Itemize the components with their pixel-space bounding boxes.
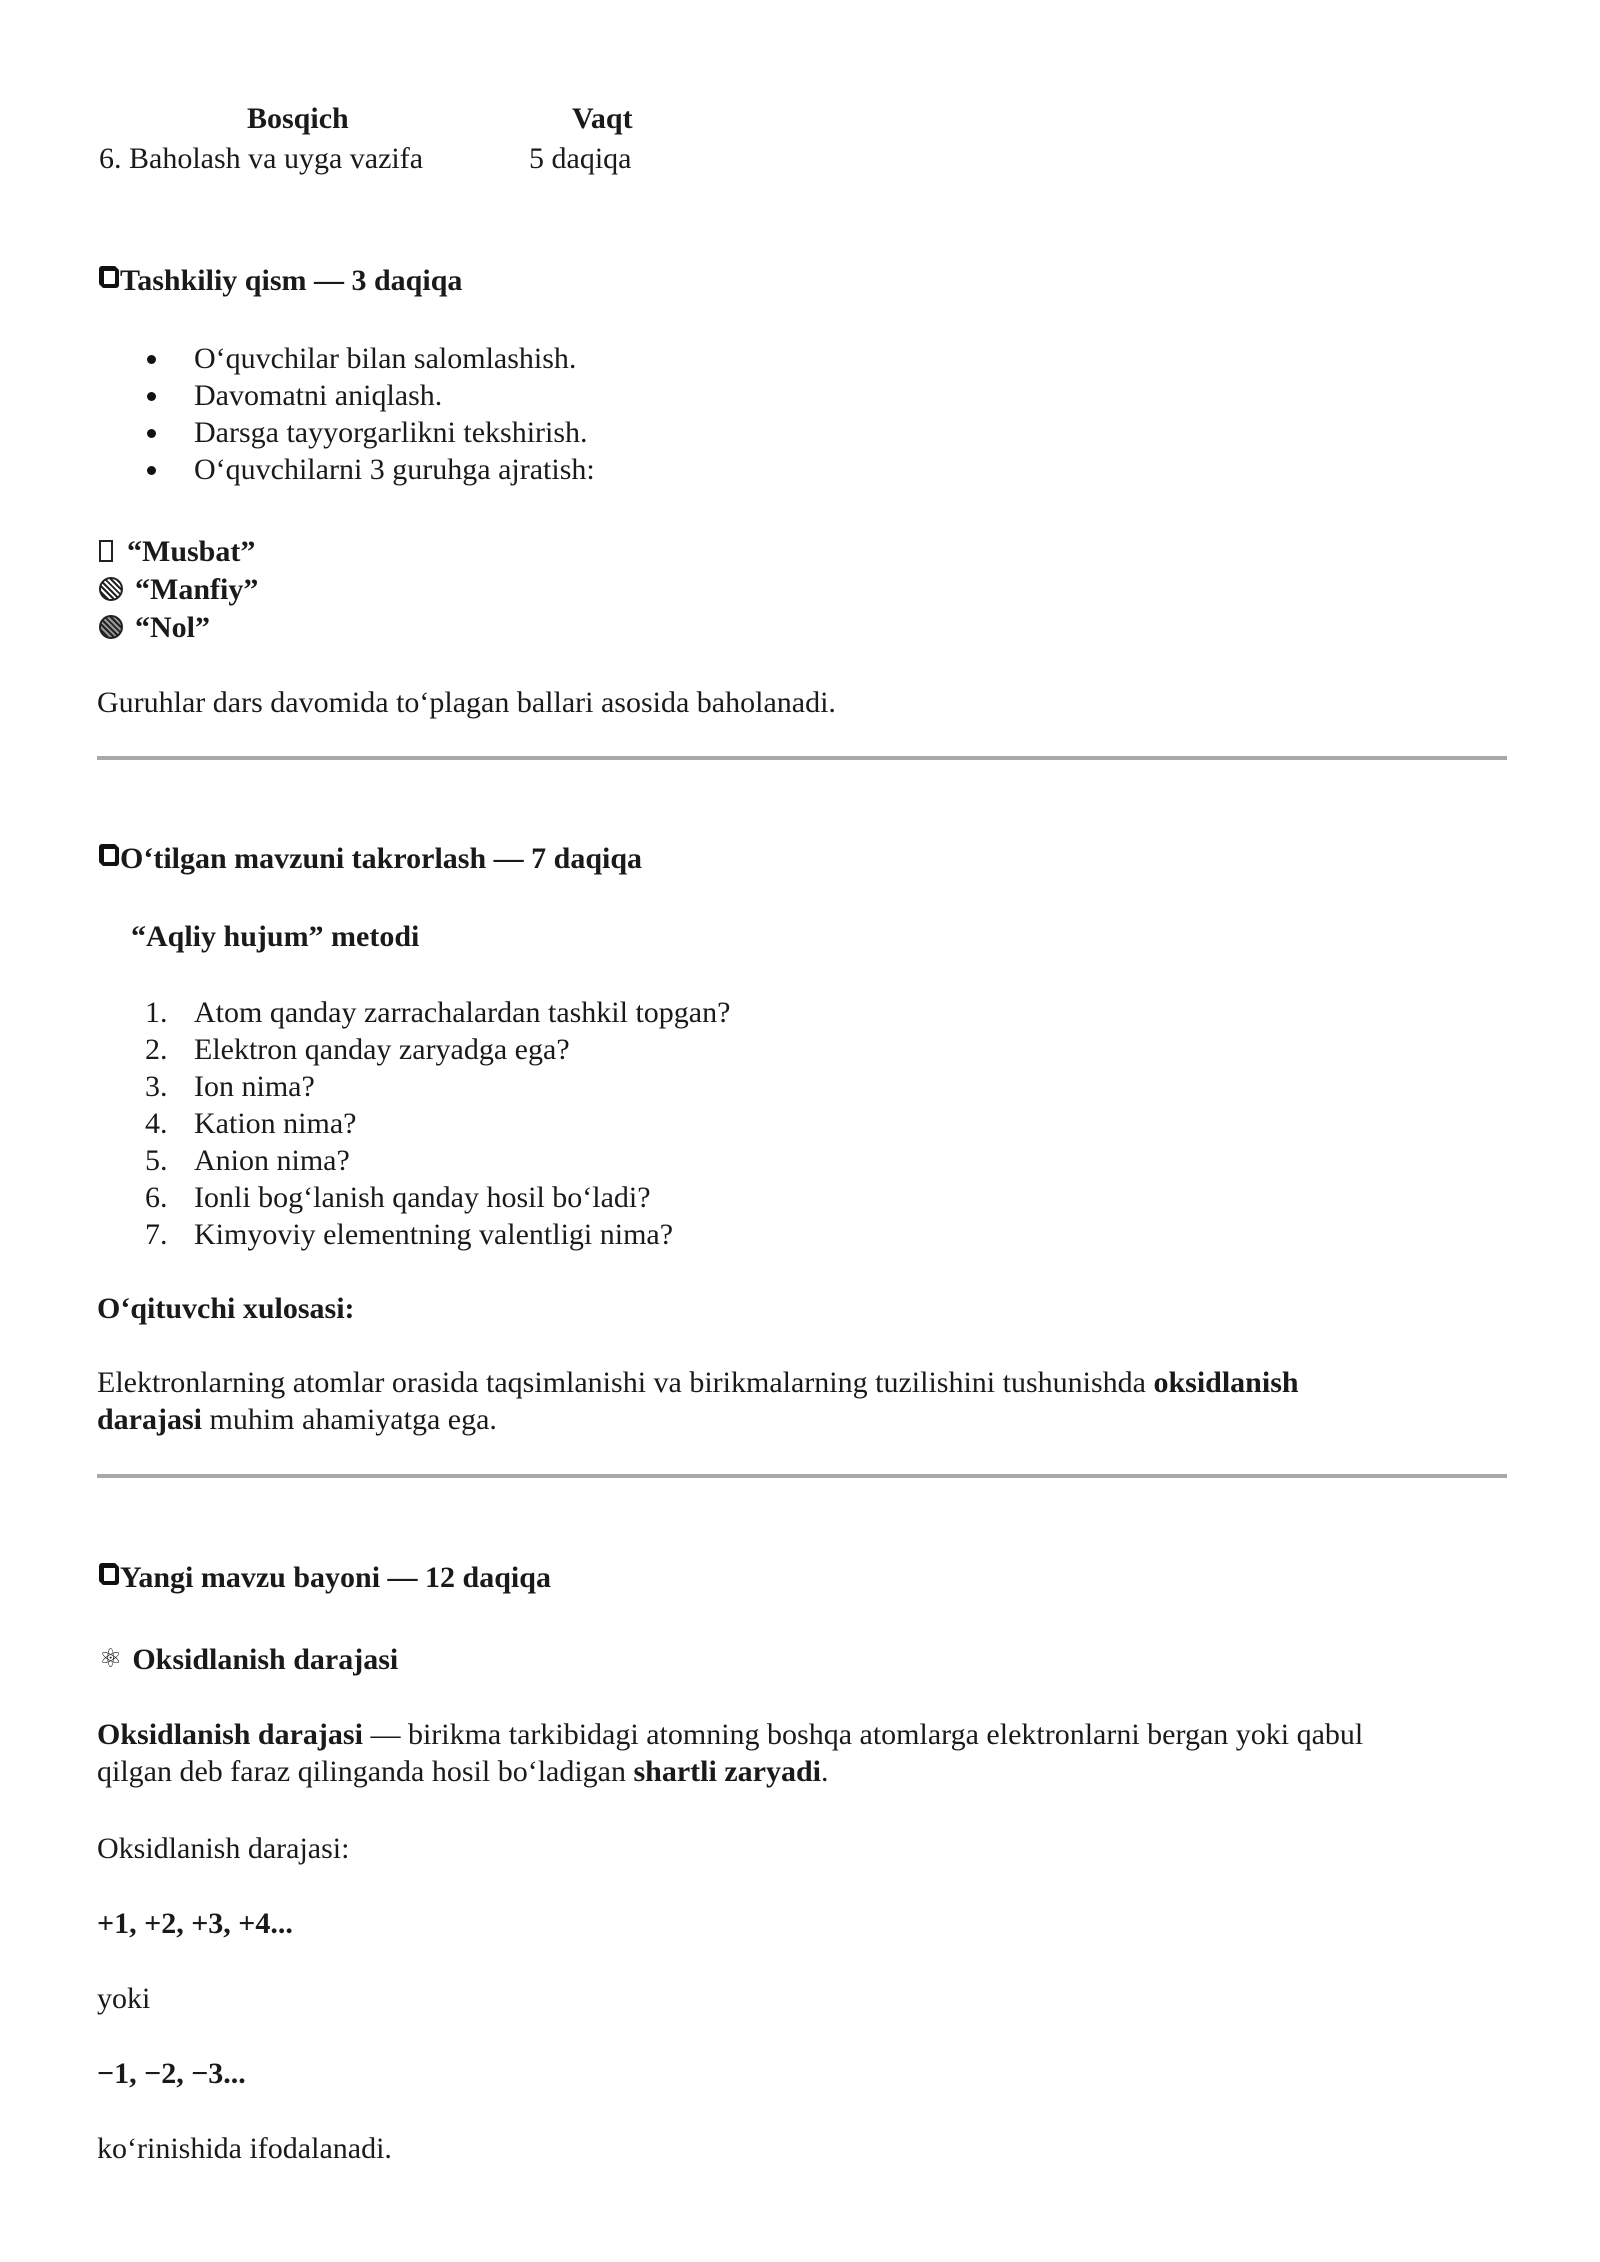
list-item: O‘quvchilar bilan salomlashish. xyxy=(97,340,1097,377)
section-1-bullet-list xyxy=(97,340,1097,488)
section-3-heading xyxy=(99,1559,551,1596)
conclusion-label: O‘qituvchi xulosasi: xyxy=(97,1292,355,1325)
section-1-heading xyxy=(99,262,462,299)
keycap-number-icon xyxy=(99,844,125,870)
or-text: yoki xyxy=(97,1982,151,2015)
section-1-title: Tashkiliy qism — 3 daqiqa xyxy=(120,264,463,297)
keycap-number-icon xyxy=(99,266,125,292)
section-3-title: Yangi mavzu bayoni — 12 daqiqa xyxy=(120,1561,551,1594)
positive-values: +1, +2, +3, +4... xyxy=(97,1907,293,1940)
degree-label: Oksidlanish darajasi: xyxy=(97,1832,350,1865)
subtopic-heading: ⚛ Oksidlanish darajasi xyxy=(99,1643,399,1676)
list-item: 6. Ionli bog‘lanish qanday hosil bo‘ladi? xyxy=(145,1181,651,1214)
horizontal-divider xyxy=(97,1474,1507,1478)
list-item: 1. Atom qanday zarrachalardan tashkil topgan? xyxy=(145,996,731,1029)
list-item: Darsga tayyorgarlikni tekshirish. xyxy=(97,414,1097,451)
dark-circle-icon xyxy=(99,615,123,639)
list-item: 2. Elektron qanday zaryadga ega? xyxy=(145,1033,570,1066)
group-item-manfiy: “Manfiy” xyxy=(99,570,258,608)
table-header-time: Vaqt xyxy=(572,102,633,135)
hatched-circle-icon xyxy=(99,577,123,601)
list-item: 3. Ion nima? xyxy=(145,1070,315,1103)
section-1-note: Guruhlar dars davomida to‘plagan ballari asosida baholanadi. xyxy=(97,686,836,719)
atom-icon: ⚛ xyxy=(99,1644,123,1674)
ending-text: ko‘rinishida ifodalanadi. xyxy=(97,2132,392,2165)
question-list xyxy=(97,994,1097,1253)
group-item-musbat: “Musbat” xyxy=(99,532,258,570)
keycap-number-icon xyxy=(99,1563,125,1589)
table-header-stage: Bosqich xyxy=(247,102,349,135)
horizontal-divider xyxy=(97,756,1507,760)
section-2-heading xyxy=(99,840,642,877)
missing-glyph-icon xyxy=(99,540,113,562)
method-title: “Aqliy hujum” metodi xyxy=(131,920,420,953)
group-item-nol: “Nol” xyxy=(99,608,258,646)
section-2-title: O‘tilgan mavzuni takrorlash — 7 daqiqa xyxy=(120,842,643,875)
list-item: 7. Kimyoviy elementning valentligi nima? xyxy=(145,1218,674,1251)
negative-values: −1, −2, −3... xyxy=(97,2057,246,2090)
table-cell-stage: 6. Baholash va uyga vazifa xyxy=(99,142,424,175)
group-list xyxy=(99,532,258,646)
list-item: O‘quvchilarni 3 guruhga ajratish: xyxy=(97,451,1097,488)
conclusion-paragraph: Elektronlarning atomlar orasida taqsimlanishi va birikmalarning tuzilishini tushunishda oksidlanish darajasi muhim ahamiyatga ega. xyxy=(97,1366,1299,1436)
list-item: 4. Kation nima? xyxy=(145,1107,357,1140)
list-item: 5. Anion nima? xyxy=(145,1144,350,1177)
table-cell-time: 5 daqiqa xyxy=(529,142,632,175)
list-item: Davomatni aniqlash. xyxy=(97,377,1097,414)
definition-paragraph: Oksidlanish darajasi — birikma tarkibidagi atomning boshqa atomlarga elektronlarni bergan yoki qabul qilgan deb faraz qilinganda hosil bo‘ladigan shartli zaryadi. xyxy=(97,1718,1364,1788)
